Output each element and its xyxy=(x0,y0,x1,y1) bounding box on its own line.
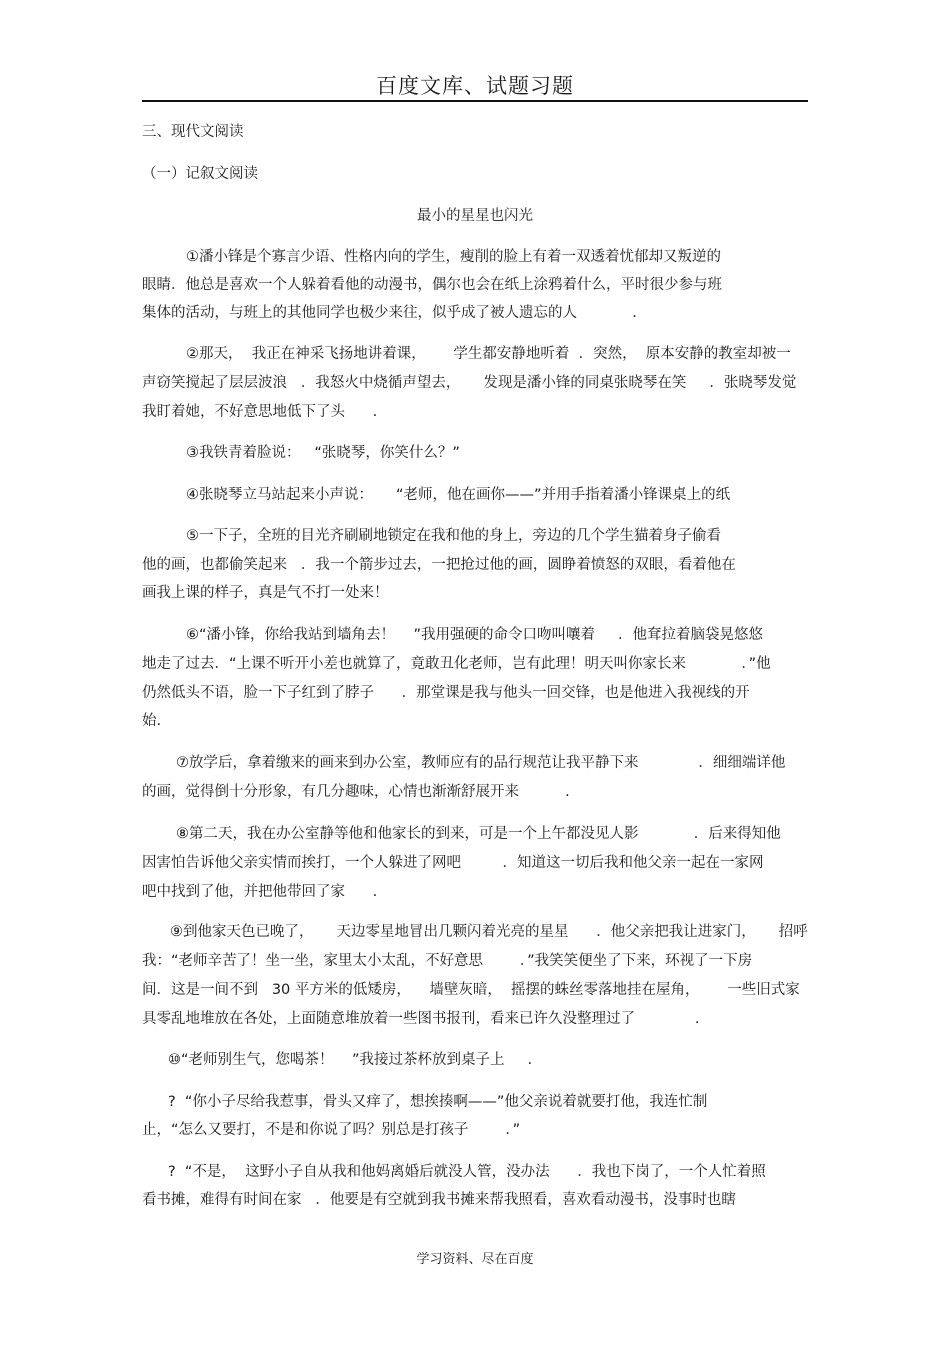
text-line: ⑨到他家天色已晚了， 天边零星地冒出几颗闪着光亮的星星 ．他父亲把我让进家门， 招呼 xyxy=(170,924,808,940)
page-header-title: 百度文库、试题习题 xyxy=(376,74,574,98)
text-line: 因害怕告诉他父亲实情而挨打，一个人躲进了网吧 ．知道这一切后我和他父亲一起在一家网 xyxy=(142,855,764,871)
text-line: 地走了过去．“上课不听开小差也就算了，竟敢丑化老师，岂有此理！明天叫你家长来 ．”他 xyxy=(142,656,771,672)
text-line: 的画，觉得倒十分形象，有几分趣味，心情也渐渐舒展开来 . xyxy=(142,784,570,800)
text-line: 他的画，也都偷笑起来 ．我一个箭步过去，一把抢过他的画，圆睁着愤怒的双眼，看着他在 xyxy=(142,557,736,573)
text-line: 仍然低头不语，脸一下子红到了脖子 ．那堂课是我与他头一回交锋，也是他进入我视线的开 xyxy=(142,685,750,701)
page-header-rule xyxy=(142,100,808,102)
section-heading: 三、现代文阅读 xyxy=(142,124,244,140)
text-line: ⑤一下子，全班的目光齐刷刷地锁定在我和他的身上，旁边的几个学生猫着身子偷看 xyxy=(186,528,721,544)
text-line: 具零乱地堆放在各处，上面随意堆放着一些图书报刊，看来已许久没整理过了 . xyxy=(142,1011,700,1027)
text-line: 我：“老师辛苦了！坐一坐，家里太小太乱，不好意思 ．”我笑笑便坐了下来，环视了一下房 xyxy=(142,953,753,969)
text-line: 止，“怎么又要打，不是和你说了吗？别总是打孩子 ．” xyxy=(142,1122,521,1138)
text-line: 眼睛．他总是喜欢一个人躲着看他的动漫书，偶尔也会在纸上涂鸦着什么，平时很少参与班 xyxy=(142,277,722,293)
section-subheading: （一）记叙文阅读 xyxy=(142,166,258,182)
text-line: 我盯着她，不好意思地低下了头 . xyxy=(142,404,378,420)
text-line: ⑧第二天，我在办公室静等他和他家长的到来，可是一个上午都没见人影 ．后来得知他 xyxy=(176,826,781,842)
text-line: ④张晓琴立马站起来小声说： “老师，他在画你——”并用手指着潘小锋课桌上的纸 xyxy=(186,487,731,503)
text-line: ⑦放学后，拿着缴来的画来到办公室，教师应有的品行规范让我平静下来 ．细细端详他 xyxy=(176,755,786,771)
text-line: ⑩“老师别生气，您喝茶！ ”我接过茶杯放到桌子上 . xyxy=(168,1052,533,1068)
text-line: ? “你小子尽给我惹事，骨头又痒了，想挨揍啊——”他父亲说着就要打他，我连忙制 xyxy=(168,1094,708,1110)
text-line: ? “不是， 这野小子自从我和他妈离婚后就没人管，没办法 ．我也下岗了，一个人忙着照 xyxy=(168,1164,766,1180)
page-footer: 学习资料、尽在百度 xyxy=(416,1252,534,1267)
text-line: ③我铁青着脸说： “张晓琴，你笑什么？” xyxy=(186,445,460,461)
text-line: 集体的活动，与班上的其他同学也极少来往，似乎成了被人遗忘的人 . xyxy=(142,305,637,321)
text-line: ①潘小锋是个寡言少语、性格内向的学生，瘦削的脸上有着一双透着忧郁却又叛逆的 xyxy=(186,249,721,265)
text-line: 间．这是一间不到 30 平方米的低矮房， 墙壁灰暗， 摇摆的蛛丝零落地挂在屋角， 一些旧式家 xyxy=(142,982,800,998)
text-line: 始. xyxy=(142,713,162,729)
text-line: 画我上课的样子，真是气不打一处来！ xyxy=(142,585,389,601)
text-line: 看书摊，难得有时间在家 ．他要是有空就到我书摊来帮我照看，喜欢看动漫书，没事时也瞎 xyxy=(142,1192,736,1208)
text-line: ②那天， 我正在神采飞扬地讲着课， 学生都安静地听着 ．突然， 原本安静的教室却被一 xyxy=(186,346,791,362)
text-line: 声窃笑搅起了层层波浪 ．我怒火中烧循声望去， 发现是潘小锋的同桌张晓琴在笑 ．张晓琴发觉 xyxy=(142,375,797,391)
text-line: 吧中找到了他，并把他带回了家 . xyxy=(142,884,378,900)
text-line: ⑥“潘小锋，你给我站到墙角去！ ”我用强硬的命令口吻叫嚷着 ．他耷拉着脑袋晃悠悠 xyxy=(186,627,764,643)
article-title: 最小的星星也闪光 xyxy=(417,208,533,224)
